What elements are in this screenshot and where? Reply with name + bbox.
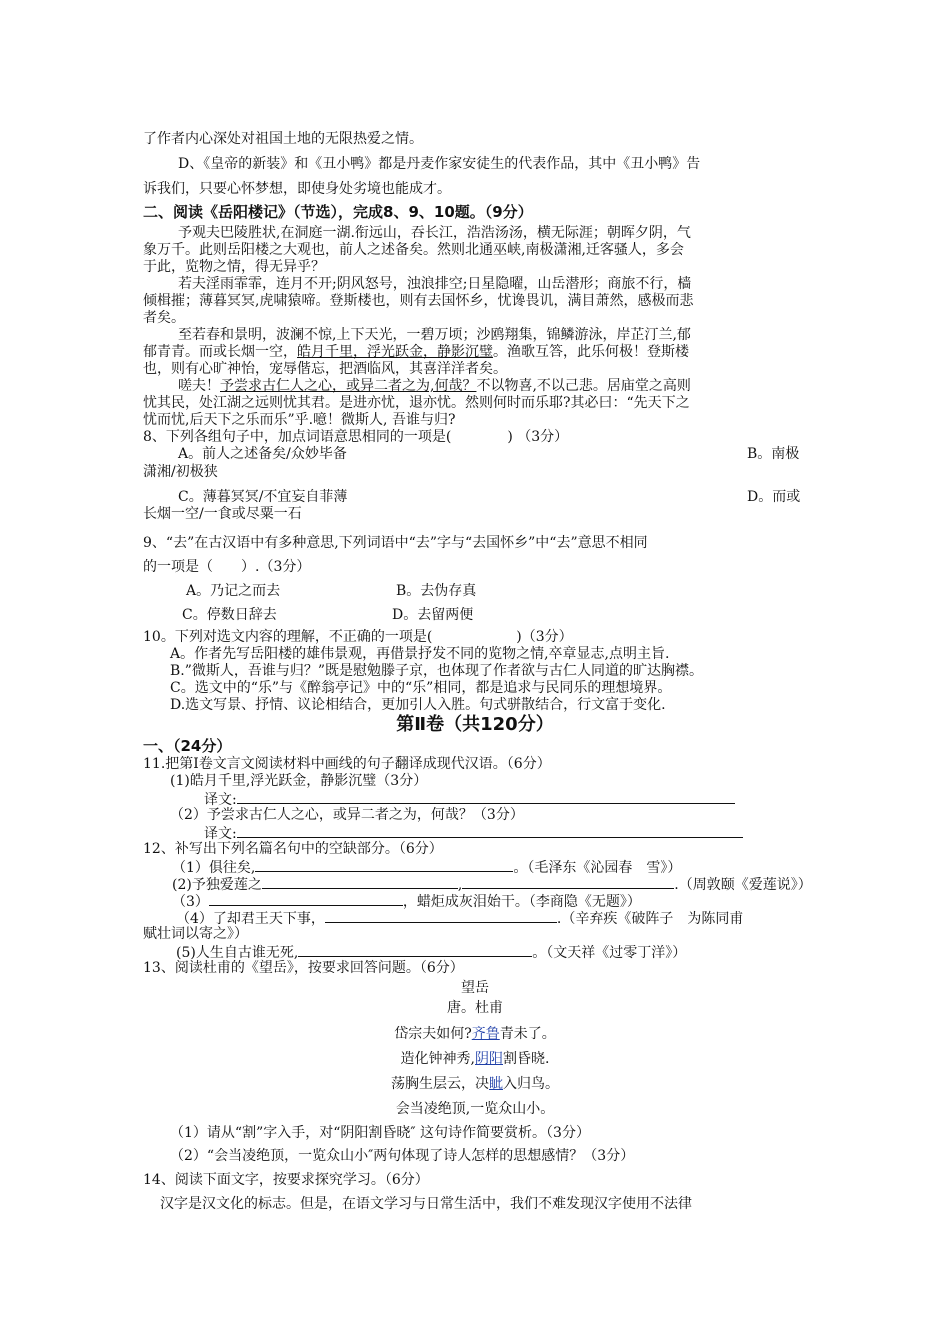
text-span: 岱宗夫如何? (394, 1026, 472, 1042)
q11-part-2: （2）予尝求古仁人之心，或异二者之为，何哉？（3分） (170, 807, 524, 823)
q12-item-3 (172, 892, 641, 910)
q9-option-c: C。停数日辞去 (182, 607, 277, 623)
q10-option-a: A。作者先写岳阳楼的雄伟景观，再借景抒发不同的览物之情,卒章显志,点明主旨. (170, 646, 670, 662)
text-line: 了作者内心深处对祖国土地的无限热爱之情。 (143, 131, 423, 147)
text-span: （3） (172, 894, 209, 910)
part-two-title: 第Ⅱ卷（共120分） (396, 714, 554, 735)
passage-line: 者矣。 (143, 310, 185, 326)
q11-part-1: (1)皓月千里,浮光跃金，静影沉璧（3分） (170, 773, 428, 789)
passage-line: 象万千。此则岳阳楼之大观也，前人之述备矣。然则北通巫峡,南极潇湘,迁客骚人，多会 (143, 242, 684, 258)
q10-option-c: C。选文中的“乐”与《醉翁亭记》中的“乐”相同，都是追求与民同乐的理想境界。 (170, 680, 672, 696)
answer-label: 译文: (204, 792, 237, 808)
poem-line-1 (0, 1026, 950, 1042)
q12-item-4-cont: 赋壮词以寄之》） (143, 926, 248, 942)
passage-line: 倾楫摧；薄暮冥冥,虎啸猿啼。登斯楼也，则有去国怀乡，忧谗畏讥，满目萧然，感极而悲 (143, 293, 694, 309)
question-11: 11.把第Ⅰ卷文言文阅读材料中画线的句子翻译成现代汉语。（6分） (143, 756, 551, 772)
answer-blank[interactable] (255, 858, 513, 872)
passage-line: 忧其民，处江湖之远则忧其君。是进亦忧，退亦忧。然则何时而乐耶?其必曰：“先天下之 (143, 395, 690, 411)
q9-option-a: A。乃记之而去 (186, 583, 281, 599)
text-line: 诉我们，只要心怀梦想，即使身处劣境也能成才。 (143, 181, 451, 197)
text-span: 入归鸟。 (503, 1076, 559, 1092)
q10-option-b: B.”微斯人，吾谁与归？”既是慰勉滕子京，也体现了作者欲与古仁人同道的旷达胸襟。 (170, 663, 704, 679)
text-span: 郁青青。而或长烟一空， (143, 344, 297, 360)
question-8: 8、下列各组句子中，加点词语意思相同的一项是( ) （3分） (143, 429, 569, 445)
poem-title: 望岳 (461, 980, 489, 996)
answer-blank[interactable] (298, 943, 532, 957)
poem-link-zi[interactable]: 眦 (489, 1076, 503, 1092)
question-9-cont: 的一项是（ ）.（3分） (143, 559, 311, 575)
q8-option-b: B。南极 (747, 446, 800, 462)
q13-part-2: （2）“会当凌绝顶，一览众山小″两句体现了诗人怎样的思想感情？（3分） (170, 1148, 635, 1164)
option-d-line: D、《皇帝的新装》和《丑小鸭》都是丹麦作家安徒生的代表作品，其中《丑小鸭》告 (178, 156, 701, 172)
text-span: 嗟夫！ (178, 378, 220, 394)
q8-option-c: C。薄暮冥冥/不宜妄自菲薄 (178, 489, 348, 505)
q9-option-b: B。去伪存真 (396, 583, 477, 599)
text-span: 不以物喜,不以己悲。居庙堂之高则 (476, 378, 691, 394)
text-span: 。（毛泽东《沁园春 雪》） (513, 860, 682, 876)
q10-option-d: D.选文写景、抒情、议论相结合，更加引人入胜。句式骈散结合，行文富于变化. (170, 697, 666, 713)
underlined-sentence: 予尝求古仁人之心，或异二者之为,何哉？ (220, 378, 477, 394)
text-span: （1）俱往矣, (172, 860, 256, 876)
poem-link-qilu[interactable]: 齐鲁 (471, 1026, 500, 1042)
text-span: 割昏晓. (503, 1051, 550, 1067)
question-10: 10。下列对选文内容的理解，不正确的一项是( )（3分） (143, 629, 573, 645)
passage-line: 至若春和景明，波澜不惊,上下天光，一碧万顷；沙鸥翔集，锦鳞游泳，岸芷汀兰,郁 (178, 327, 691, 343)
q8-option-d-cont: 长烟一空/一食或尽粟一石 (143, 506, 302, 522)
text-span: 。渔歌互答，此乐何极！登斯楼 (493, 344, 689, 360)
passage-line: 予观夫巴陵胜状,在洞庭一湖.衔远山，吞长江，浩浩汤汤，横无际涯；朝晖夕阴，气 (178, 225, 691, 241)
section-heading: 二、阅读《岳阳楼记》（节选），完成8、9、10题。（9分） (143, 203, 533, 221)
passage-line (143, 344, 689, 360)
text-span: 青未了。 (499, 1026, 556, 1042)
passage-line (178, 378, 691, 394)
answer-blank[interactable] (209, 892, 403, 906)
answer-label: 译文: (204, 826, 237, 842)
passage-line: 忧而忧,后天下之乐而乐”乎.噫！微斯人, 吾谁与归? (143, 412, 456, 428)
text-span: .（周敦颐《爱莲说》） (674, 877, 812, 893)
poem-line-4: 会当凌绝顶,一览众山小。 (395, 1101, 555, 1117)
q12-item-2 (172, 875, 812, 893)
text-span: 荡胸生层云，决 (391, 1076, 489, 1092)
text-span: 。（文天祥《过零丁洋》） (532, 945, 687, 961)
answer-blank[interactable] (237, 790, 735, 804)
q14-text: 汉字是汉文化的标志。但是，在语文学习与日常生活中，我们不难发现汉字使用不法律 (160, 1196, 692, 1212)
passage-line: 也，则有心旷神怡，宠辱偕忘，把酒临风，其喜洋洋者矣。 (143, 361, 507, 377)
poem-line-3 (0, 1076, 950, 1092)
q12-item-5 (176, 943, 686, 961)
passage-line: 于此，览物之情，得无异乎？ (143, 259, 325, 275)
question-13: 13、阅读杜甫的《望岳》，按要求回答问题。（6分） (143, 960, 464, 976)
poem-author: 唐。杜甫 (447, 1000, 503, 1016)
text-span: .（辛弃疾《破阵子 为陈同甫 (556, 911, 744, 927)
underlined-sentence: 皓月千里，浮光跃金，静影沉璧 (297, 344, 493, 360)
q8-option-d: D。而或 (747, 489, 801, 505)
answer-blank[interactable] (325, 909, 557, 923)
question-9: 9、“去”在古汉语中有多种意思,下列词语中“去”字与“去国怀乡”中“去”意思不相同 (143, 535, 648, 551)
answer-blank[interactable] (262, 875, 458, 889)
q12-item-1 (172, 858, 681, 876)
text-span: ，蜡炬成灰泪始干。（李商隐《无题》） (402, 894, 641, 910)
poem-line-2 (0, 1051, 950, 1067)
text-span: (5)人生自古谁无死, (176, 945, 299, 961)
passage-line: 若夫淫雨霏霏，连月不开;阴风怒号，浊浪排空;日星隐曜，山岳潜形；商旅不行，樯 (178, 276, 692, 292)
q9-option-d: D。去留两便 (392, 607, 474, 623)
q11-answer-1 (204, 790, 735, 808)
q13-part-1: （1）请从“割”字入手，对“阴阳割昏晓″ 这句诗作简要赏析。（3分） (170, 1125, 590, 1141)
section-heading: 一、（24分） (143, 737, 232, 755)
text-span: (2)予独爱莲之 (172, 877, 262, 893)
q12-item-4 (176, 909, 743, 927)
q11-answer-2 (204, 824, 743, 842)
question-14: 14、阅读下面文字，按要求探究学习。（6分） (143, 1172, 429, 1188)
question-12: 12、补写出下列名篇名句中的空缺部分。（6分） (143, 841, 443, 857)
poem-link-yinyang[interactable]: 阴阳 (475, 1051, 503, 1067)
text-span: 造化钟神秀, (400, 1051, 475, 1067)
q8-option-a: A。前人之述备矣/众妙毕备 (178, 446, 347, 462)
text-span: , (457, 877, 463, 893)
text-span: （4）了却君王天下事， (176, 911, 325, 927)
answer-blank[interactable] (462, 875, 674, 889)
answer-blank[interactable] (237, 824, 743, 838)
q8-option-b-cont: 潇湘/初极狭 (143, 464, 218, 480)
